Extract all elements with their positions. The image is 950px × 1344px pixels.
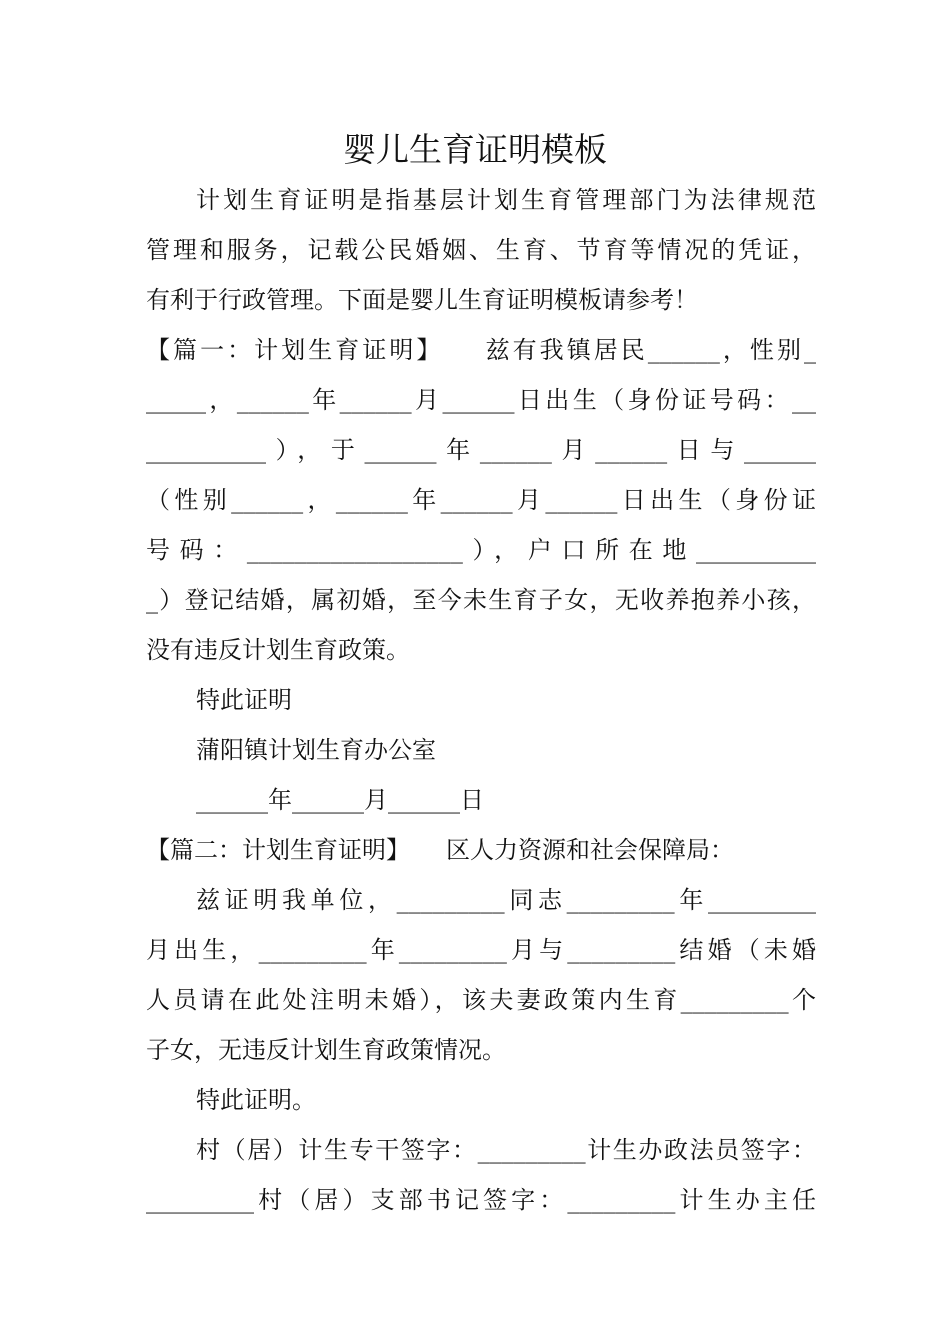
- section-one-heading-line: 【篇一：计划生育证明】 兹有我镇居民______，性别_: [146, 336, 816, 364]
- intro-line-3: 有利于行政管理。下面是婴儿生育证明模板请参考！: [146, 286, 698, 314]
- intro-line-2: 管理和服务，记载公民婚姻、生育、节育等情况的凭证，: [146, 236, 816, 264]
- document-title: 婴儿生育证明模板: [343, 130, 607, 169]
- section-two-line-3: 人员请在此处注明未婚），该夫妻政策内生育_________个: [146, 986, 816, 1014]
- section-two-line-1: 兹证明我单位，_________同志_________年_________: [196, 886, 816, 914]
- section-one-office: 蒲阳镇计划生育办公室: [196, 736, 436, 764]
- section-two-closing: 特此证明。: [196, 1086, 316, 1114]
- section-two-heading-line: 【篇二：计划生育证明】 区人力资源和社会保障局：: [146, 836, 734, 864]
- section-two-signatures-1: 村（居）计生专干签字：_________计生办政法员签字：: [196, 1136, 816, 1164]
- section-one-line-4: （性别______，______年______月______日出生（身份证: [146, 486, 816, 514]
- section-two-line-2: 月出生，_________年_________月与_________结婚（未婚: [146, 936, 816, 964]
- section-one-line-6: _）登记结婚，属初婚，至今未生育子女，无收养抱养小孩，: [146, 586, 816, 614]
- section-one-date: ______年______月______日: [196, 786, 484, 814]
- section-one-line-3: __________），于______年______月______日与______: [146, 436, 816, 464]
- section-one-line-5: 号码：__________________），户口所在地__________: [146, 536, 816, 564]
- section-one-line-7: 没有违反计划生育政策。: [146, 636, 410, 664]
- section-one-closing: 特此证明: [196, 686, 292, 714]
- section-one-line-2: _____，______年______月______日出生（身份证号码：__: [146, 386, 816, 414]
- section-two-line-4: 子女，无违反计划生育政策情况。: [146, 1036, 506, 1064]
- section-two-signatures-2: _________村（居）支部书记签字：_________计生办主任: [146, 1186, 816, 1214]
- intro-line-1: 计划生育证明是指基层计划生育管理部门为法律规范: [196, 186, 816, 214]
